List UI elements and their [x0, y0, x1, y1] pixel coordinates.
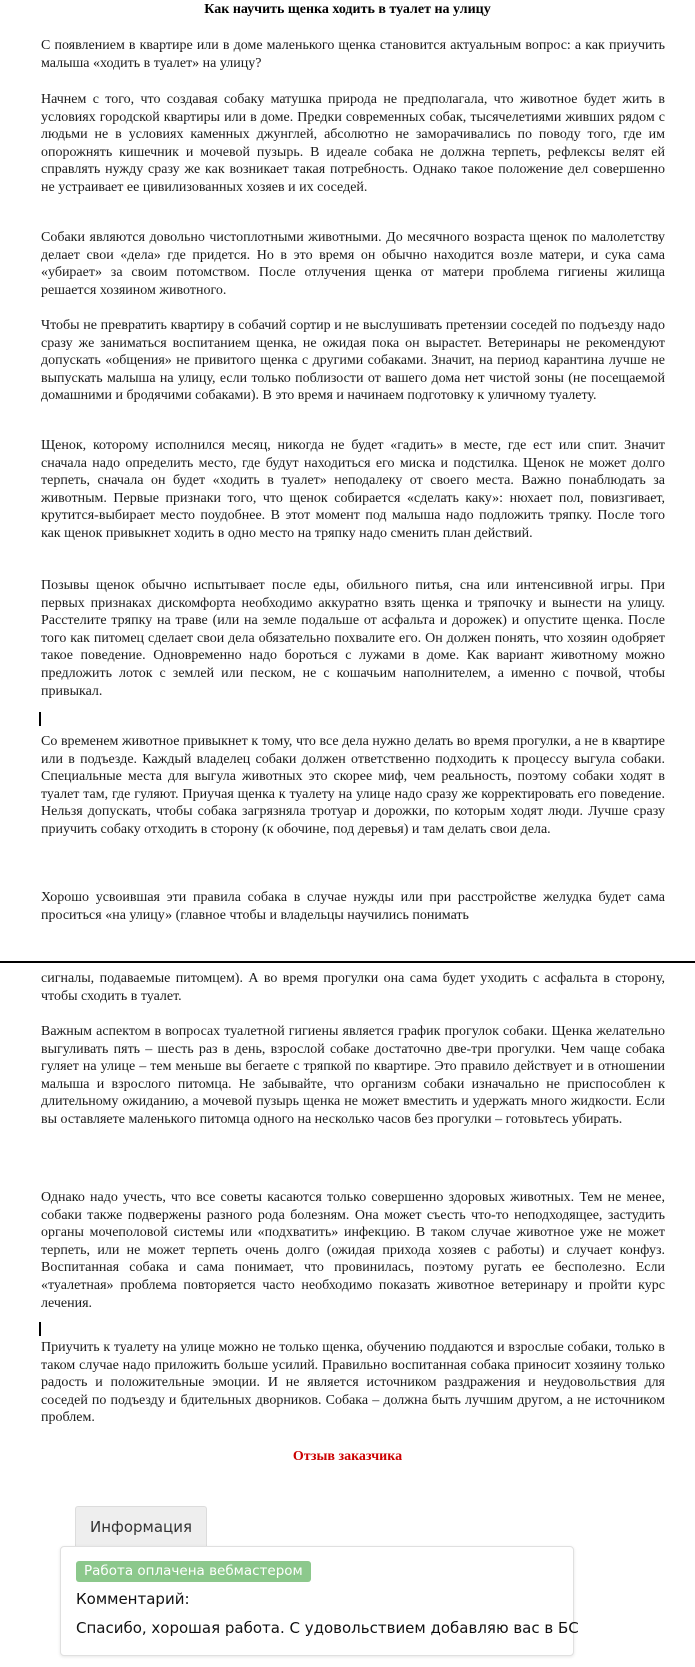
- article-paragraph: Важным аспектом в вопросах туалетной гигиены является график прогулок собаки. Щенка желательно выгуливать пять – шесть раз в день, взрослой собаке достаточно две-три прогулки. Чем чаще собака гуляет на улице – тем меньше вы бегаете с тряпкой по квартире. Это правило действует и в отношении малыша и взрослого питомца. Не забывайте, что организм собаки изначально не приспособлен к длительному ожиданию, а мочевой пузырь щенка не может вместить и удержать много жидкости. Если вы оставляете маленького питомца одного на несколько часов без прогулки – готовьтесь убирать.: [41, 1024, 665, 1127]
- article-paragraph: сигналы, подаваемые питомцем). А во время прогулки она сама будет уходить с асфальта в сторону, чтобы сходить в туалет.: [41, 971, 665, 1004]
- article-paragraph: С появлением в квартире или в доме маленького щенка становится актуальным вопрос: а как приучить малыша «ходить в туалет» на улицу?: [41, 38, 665, 71]
- status-badge: Работа оплачена вебмастером: [76, 1561, 311, 1582]
- article-paragraph: Приучить к туалету на улице можно не только щенка, обучению поддаются и взрослые собаки, только в таком случае надо приложить больше усилий. Правильно воспитанная собака приносит хозяину только радость и положительные эмоции. И не является источником раздражения и неудовольствия для соседей по подъезду и бдительных дворников. Собака – должна быть лучшим другом, а не источником проблем.: [41, 1340, 665, 1426]
- article-paragraph: Чтобы не превратить квартиру в собачий сортир и не выслушивать претензии соседей по подъезду надо сразу же заниматься воспитанием щенка, не ожидая пока он вырастет. Ветеринары не рекомендуют допускать «общения» не привитого щенка с другими собаками. Значит, на период карантина лучше не выпускать малыша на улицу, если только поблизости от вашего дома нет чистой зоны (не посещаемой домашними и бродячими собаками). В это время и начинаем подготовку к уличному туалету.: [41, 318, 665, 404]
- article-title: Как научить щенка ходить в туалет на улицу: [204, 2, 491, 17]
- comment-text: Спасибо, хорошая работа. С удовольствием добавляю вас в БС: [76, 1619, 579, 1637]
- text-cursor: [39, 712, 41, 726]
- article-paragraph: Хорошо усвоившая эти правила собака в случае нужды или при расстройстве желудка будет сама проситься «на улицу» (главное чтобы и владельцы научились понимать: [41, 890, 665, 923]
- comment-label: Комментарий:: [76, 1590, 190, 1608]
- article-paragraph: Начнем с того, что создавая собаку матушка природа не предполагала, что животное будет жить в условиях городской квартиры или в доме. Предки современных собак, тысячелетиями живших рядом с людьми не в условиях каменных джунглей, абсолютно не заморачивались по поводу того, где им опорожнять кишечник и мочевой пузырь. В идеале собака не должна терпеть, рефлексы велят ей справлять нужду сразу же как возникает такая потребность. Однако такое положение дел совершенно не устраивает ее цивилизованных хозяев и их соседей.: [41, 92, 665, 195]
- page-break-line: [0, 961, 695, 963]
- review-heading: Отзыв заказчика: [292, 1449, 403, 1464]
- article-paragraph: Позывы щенок обычно испытывает после еды, обильного питья, сна или интенсивной игры. При первых признаках дискомфорта необходимо аккуратно взять щенка и тряпочку и вынести на улицу. Расстелите тряпку на траве (или на земле подальше от асфальта и дорожек) и опустите щенка. После того как питомец сделает свои дела обязательно похвалите его. Он должен понять, что хозяин одобряет такое поведение. Одновременно надо бороться с лужами в доме. Как вариант животному можно предложить лоток с землей или песком, не с кошачьим наполнителем, а именно с почвой, чтобы привыкал.: [41, 578, 665, 699]
- article-paragraph: Собаки являются довольно чистоплотными животными. До месячного возраста щенок по малолетству делает свои «дела» где придется. Но в это время он обычно находится возле матери, и сука сама «убирает» за своим потомством. После отлучения щенка от матери проблема гигиены жилища решается хозяином животного.: [41, 230, 665, 298]
- article-paragraph: Щенок, которому исполнился месяц, никогда не будет «гадить» в месте, где ест или спит. Значит сначала надо определить место, где будут находиться его миска и подстилка. Щенок не может долго терпеть, сначала он будет «ходить в туалет» неподалеку от своего места. Важно понаблюдать за животным. Первые признаки того, что щенок собирается «сделать каку»: нюхает пол, повизгивает, крутится-выбирает место поудобнее. В этот момент под малыша надо подложить тряпку. После того как щенок привыкнет ходить в одно место на тряпку надо сменить план действий.: [41, 438, 665, 541]
- text-cursor: [39, 1322, 41, 1336]
- article-paragraph: Со временем животное привыкнет к тому, что все дела нужно делать во время прогулки, а не в квартире или в подъезде. Каждый владелец собаки должен ответственно подходить к процессу выгула собаки. Специальные места для выгула животных это скорее миф, чем реальность, поэтому собаки ходят в туалет там, где гуляют. Приучая щенка к туалету на улице надо сразу же корректировать его поведение. Нельзя допускать, чтобы собака загрязняла тротуар и дорожки, по которым ходят люди. Лучше сразу приучить собаку отходить в сторону (к обочине, под деревья) и там делать свои дела.: [41, 734, 665, 837]
- article-paragraph: Однако надо учесть, что все советы касаются только совершенно здоровых животных. Тем не менее, собаки также подвержены разного рода болезням. Она может съесть что-то неподходящее, застудить органы мочеполовой системы или «подхватить» инфекцию. В таком случае животное уже не может терпеть, или не может терпеть очень долго (ожидая прихода хозяев с работы) и случает конфуз. Воспитанная собака и сама понимает, что провинилась, поэтому ругать ее бесполезно. Если «туалетная» проблема повторяется часто необходимо показать животное ветеринару и пройти курс лечения.: [41, 1190, 665, 1311]
- tab-information[interactable]: Информация: [75, 1506, 207, 1546]
